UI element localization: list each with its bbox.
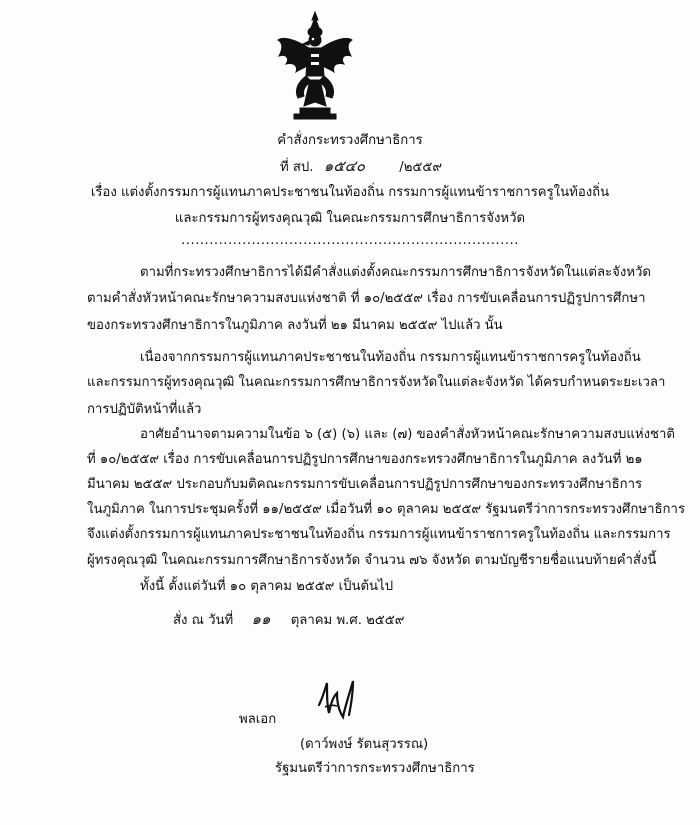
paragraph-3-line: จึงแต่งตั้งกรรมการผู้แทนภาคประชาชนในท้องถิ่น กรรมการผู้แทนข้าราชการครูในท้องถิ่น และกรรมการ [87,527,671,542]
paragraph-2-line: เนื่องจากกรรมการผู้แทนภาคประชาชนในท้องถิ่น กรรมการผู้แทนข้าราชการครูในท้องถิ่น [140,350,641,365]
paragraph-3-line: มีนาคม ๒๕๕๙ ประกอบกับมติคณะกรรมการขับเคลื่อนการปฏิรูปการศึกษาของกระทรวงศึกษาธิการ [87,477,643,492]
paragraph-1-line: ของกระทรวงศึกษาธิการในภูมิภาค ลงวันที่ ๒๑ มีนาคม ๒๕๕๙ ไปแล้ว นั้น [87,318,503,333]
garuda-emblem-icon [276,10,354,122]
issued-month-year: ตุลาคม พ.ศ. ๒๕๕๙ [290,613,405,628]
order-title: คำสั่งกระทรวงศึกษาธิการ [277,133,423,148]
issued-prefix: สั่ง ณ วันที่ [173,613,234,628]
paragraph-3-line: ในภูมิภาค ในการประชุมครั้งที่ ๑๑/๒๕๕๙ เมื่อวันที่ ๑๐ ตุลาคม ๒๕๕๙ รัฐมนตรีว่าการกระทรวงศึกษาธิการ [87,502,686,517]
paragraph-3-line: ที่ ๑๐/๒๕๕๙ เรื่อง การขับเคลื่อนการปฏิรูปการศึกษาของกระทรวงศึกษาธิการในภูมิภาค ลงวันที่ ๒๑ [87,452,643,467]
order-number [280,157,442,177]
paragraph-3-line: ผู้ทรงคุณวุฒิ ในคณะกรรมการศึกษาธิการจังหวัด จำนวน ๗๖ จังหวัด ตามบัญชีรายชื่อแนบท้ายคำสั่งนี้ [87,553,657,568]
paragraph-1-line: ตามคำสั่งหัวหน้าคณะรักษาความสงบแห่งชาติ ที่ ๑๐/๒๕๕๙ เรื่อง การขับเคลื่อนการปฏิรูปการศึกษา [87,291,646,306]
order-number-prefix: ที่ สป. [280,160,314,175]
paragraph-3-line: อาศัยอำนาจตามความในข้อ ๖ (๕) (๖) และ (๗) ของคำสั่งหัวหน้าคณะรักษาความสงบแห่งชาติ [140,427,675,442]
signatory-position: รัฐมนตรีว่าการกระทรวงศึกษาธิการ [275,761,475,776]
issued-day-handwritten: ๑๑ [251,610,271,628]
paragraph-2-line: การปฏิบัติหน้าที่แล้ว [87,402,202,417]
paragraph-2-line: และกรรมการผู้ทรงคุณวุฒิ ในคณะกรรมการศึกษาธิการจังหวัดในแต่ละจังหวัด ได้ครบกำหนดระยะเวลา [87,375,666,390]
paragraph-1-line: ตามที่กระทรวงศึกษาธิการได้มีคำสั่งแต่งตั้งคณะกรรมการศึกษาธิการจังหวัดในแต่ละจังหวัด [140,265,651,280]
order-number-year: /๒๕๕๙ [399,160,443,175]
effective-date: ทั้งนี้ ตั้งแต่วันที่ ๑๐ ตุลาคม ๒๕๕๙ เป็นต้นไป [140,579,394,594]
issued-date [173,610,404,630]
order-subject-line2: และกรรมการผู้ทรงคุณวุฒิ ในคณะกรรมการศึกษาธิการจังหวัด [174,211,526,226]
order-subject-line1: เรื่อง แต่งตั้งกรรมการผู้แทนภาคประชาชนในท้องถิ่น กรรมการผู้แทนข้าราชการครูในท้องถิ่น [90,185,610,200]
order-number-handwritten: ๑๕๔๐ [323,157,366,175]
signatory-name: (ดาว์พงษ์ รัตนสุวรรณ) [300,737,429,752]
handwritten-signature-icon [315,675,363,723]
separator: ........................................................................ [181,233,519,248]
signatory-rank: พลเอก [239,712,277,727]
